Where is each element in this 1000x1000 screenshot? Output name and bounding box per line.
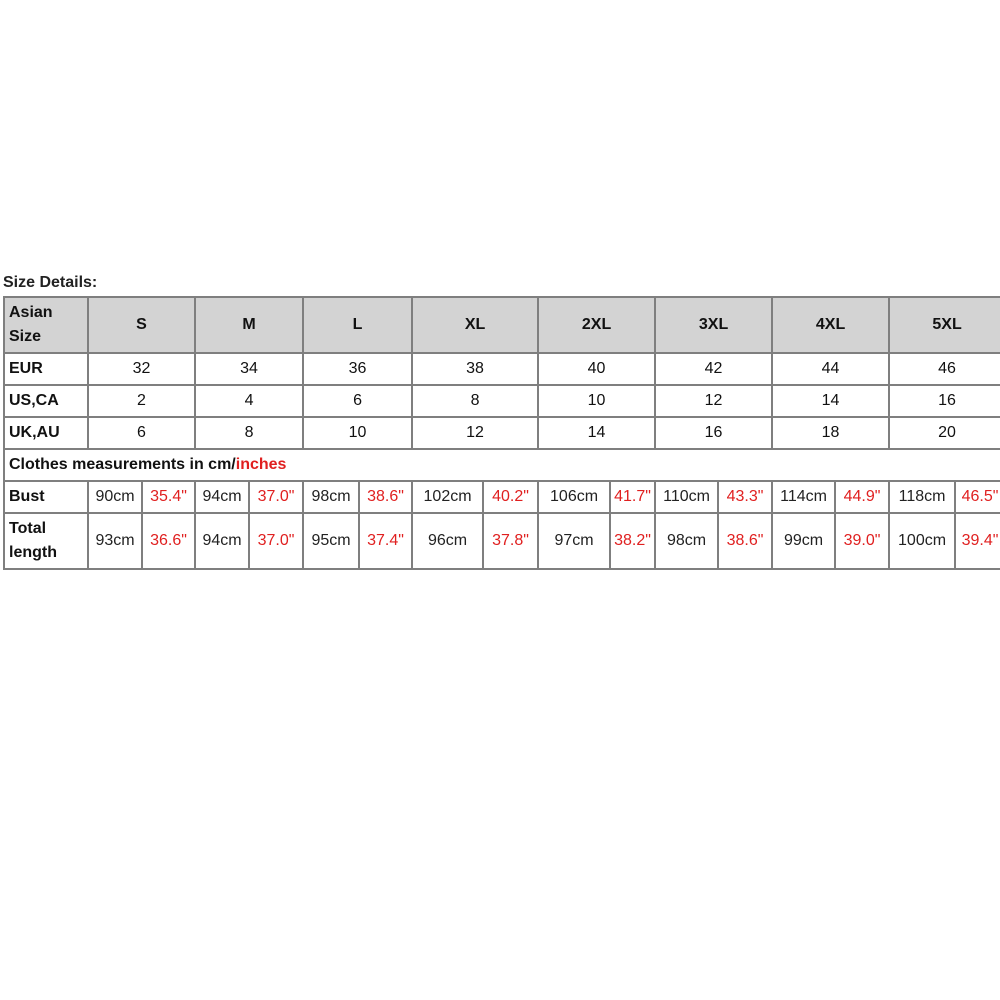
table-row-total-length [4,513,1000,569]
cm-cell: 110cm [655,481,718,513]
cm-cell: 95cm [303,513,359,569]
measurements-section-row [4,449,1000,481]
row-label: Bust [4,481,88,513]
cm-cell: 97cm [538,513,610,569]
table-row-eur [4,353,1000,385]
table-cell: 16 [889,385,1000,417]
table-cell: 20 [889,417,1000,449]
table-cell: 2 [88,385,195,417]
inch-cell: 46.5" [955,481,1000,513]
table-cell: 32 [88,353,195,385]
inch-cell: 43.3" [718,481,772,513]
cm-cell: 94cm [195,481,249,513]
inch-cell: 36.6" [142,513,195,569]
row-label: UK,AU [4,417,88,449]
measurements-heading-prefix: Clothes measurements in cm/ [9,456,236,473]
table-row-uk-au [4,417,1000,449]
inch-cell: 39.0" [835,513,889,569]
table-cell: 14 [772,385,889,417]
inch-cell: 39.4" [955,513,1000,569]
table-cell: 46 [889,353,1000,385]
table-cell: 14 [538,417,655,449]
measurements-heading [4,449,1000,481]
table-cell: 12 [412,417,538,449]
inch-cell: 38.6" [359,481,412,513]
table-cell: 36 [303,353,412,385]
cm-cell: 90cm [88,481,142,513]
cm-cell: 106cm [538,481,610,513]
size-5xl-header: 5XL [889,297,1000,353]
inch-cell: 44.9" [835,481,889,513]
table-cell: 40 [538,353,655,385]
measurements-heading-inches: inches [235,456,287,473]
table-row-bust [4,481,1000,513]
table-cell: 38 [412,353,538,385]
size-s-header: S [88,297,195,353]
cm-cell: 99cm [772,513,835,569]
table-cell: 16 [655,417,772,449]
asian-size-label: Asian Size [4,297,88,353]
inch-cell: 38.2" [610,513,655,569]
table-cell: 42 [655,353,772,385]
size-m-header: M [195,297,303,353]
inch-cell: 38.6" [718,513,772,569]
inch-cell: 37.0" [249,481,303,513]
cm-cell: 96cm [412,513,483,569]
row-label: Total length [4,513,88,569]
inch-cell: 37.0" [249,513,303,569]
table-cell: 10 [303,417,412,449]
size-xl-header: XL [412,297,538,353]
size-3xl-header: 3XL [655,297,772,353]
table-cell: 8 [195,417,303,449]
cm-cell: 94cm [195,513,249,569]
row-label: US,CA [4,385,88,417]
row-label: EUR [4,353,88,385]
page-title: Size Details: [3,274,98,291]
size-l-header: L [303,297,412,353]
size-2xl-header: 2XL [538,297,655,353]
cm-cell: 102cm [412,481,483,513]
cm-cell: 118cm [889,481,955,513]
inch-cell: 37.4" [359,513,412,569]
table-cell: 34 [195,353,303,385]
table-cell: 6 [88,417,195,449]
table-cell: 6 [303,385,412,417]
cm-cell: 93cm [88,513,142,569]
table-cell: 4 [195,385,303,417]
cm-cell: 98cm [655,513,718,569]
table-cell: 44 [772,353,889,385]
table-row-us-ca [4,385,1000,417]
size-table [3,296,1000,570]
inch-cell: 41.7" [610,481,655,513]
table-cell: 18 [772,417,889,449]
size-header-row [4,297,1000,353]
table-cell: 8 [412,385,538,417]
inch-cell: 35.4" [142,481,195,513]
inch-cell: 37.8" [483,513,538,569]
inch-cell: 40.2" [483,481,538,513]
cm-cell: 114cm [772,481,835,513]
table-cell: 10 [538,385,655,417]
cm-cell: 100cm [889,513,955,569]
cm-cell: 98cm [303,481,359,513]
table-cell: 12 [655,385,772,417]
size-4xl-header: 4XL [772,297,889,353]
